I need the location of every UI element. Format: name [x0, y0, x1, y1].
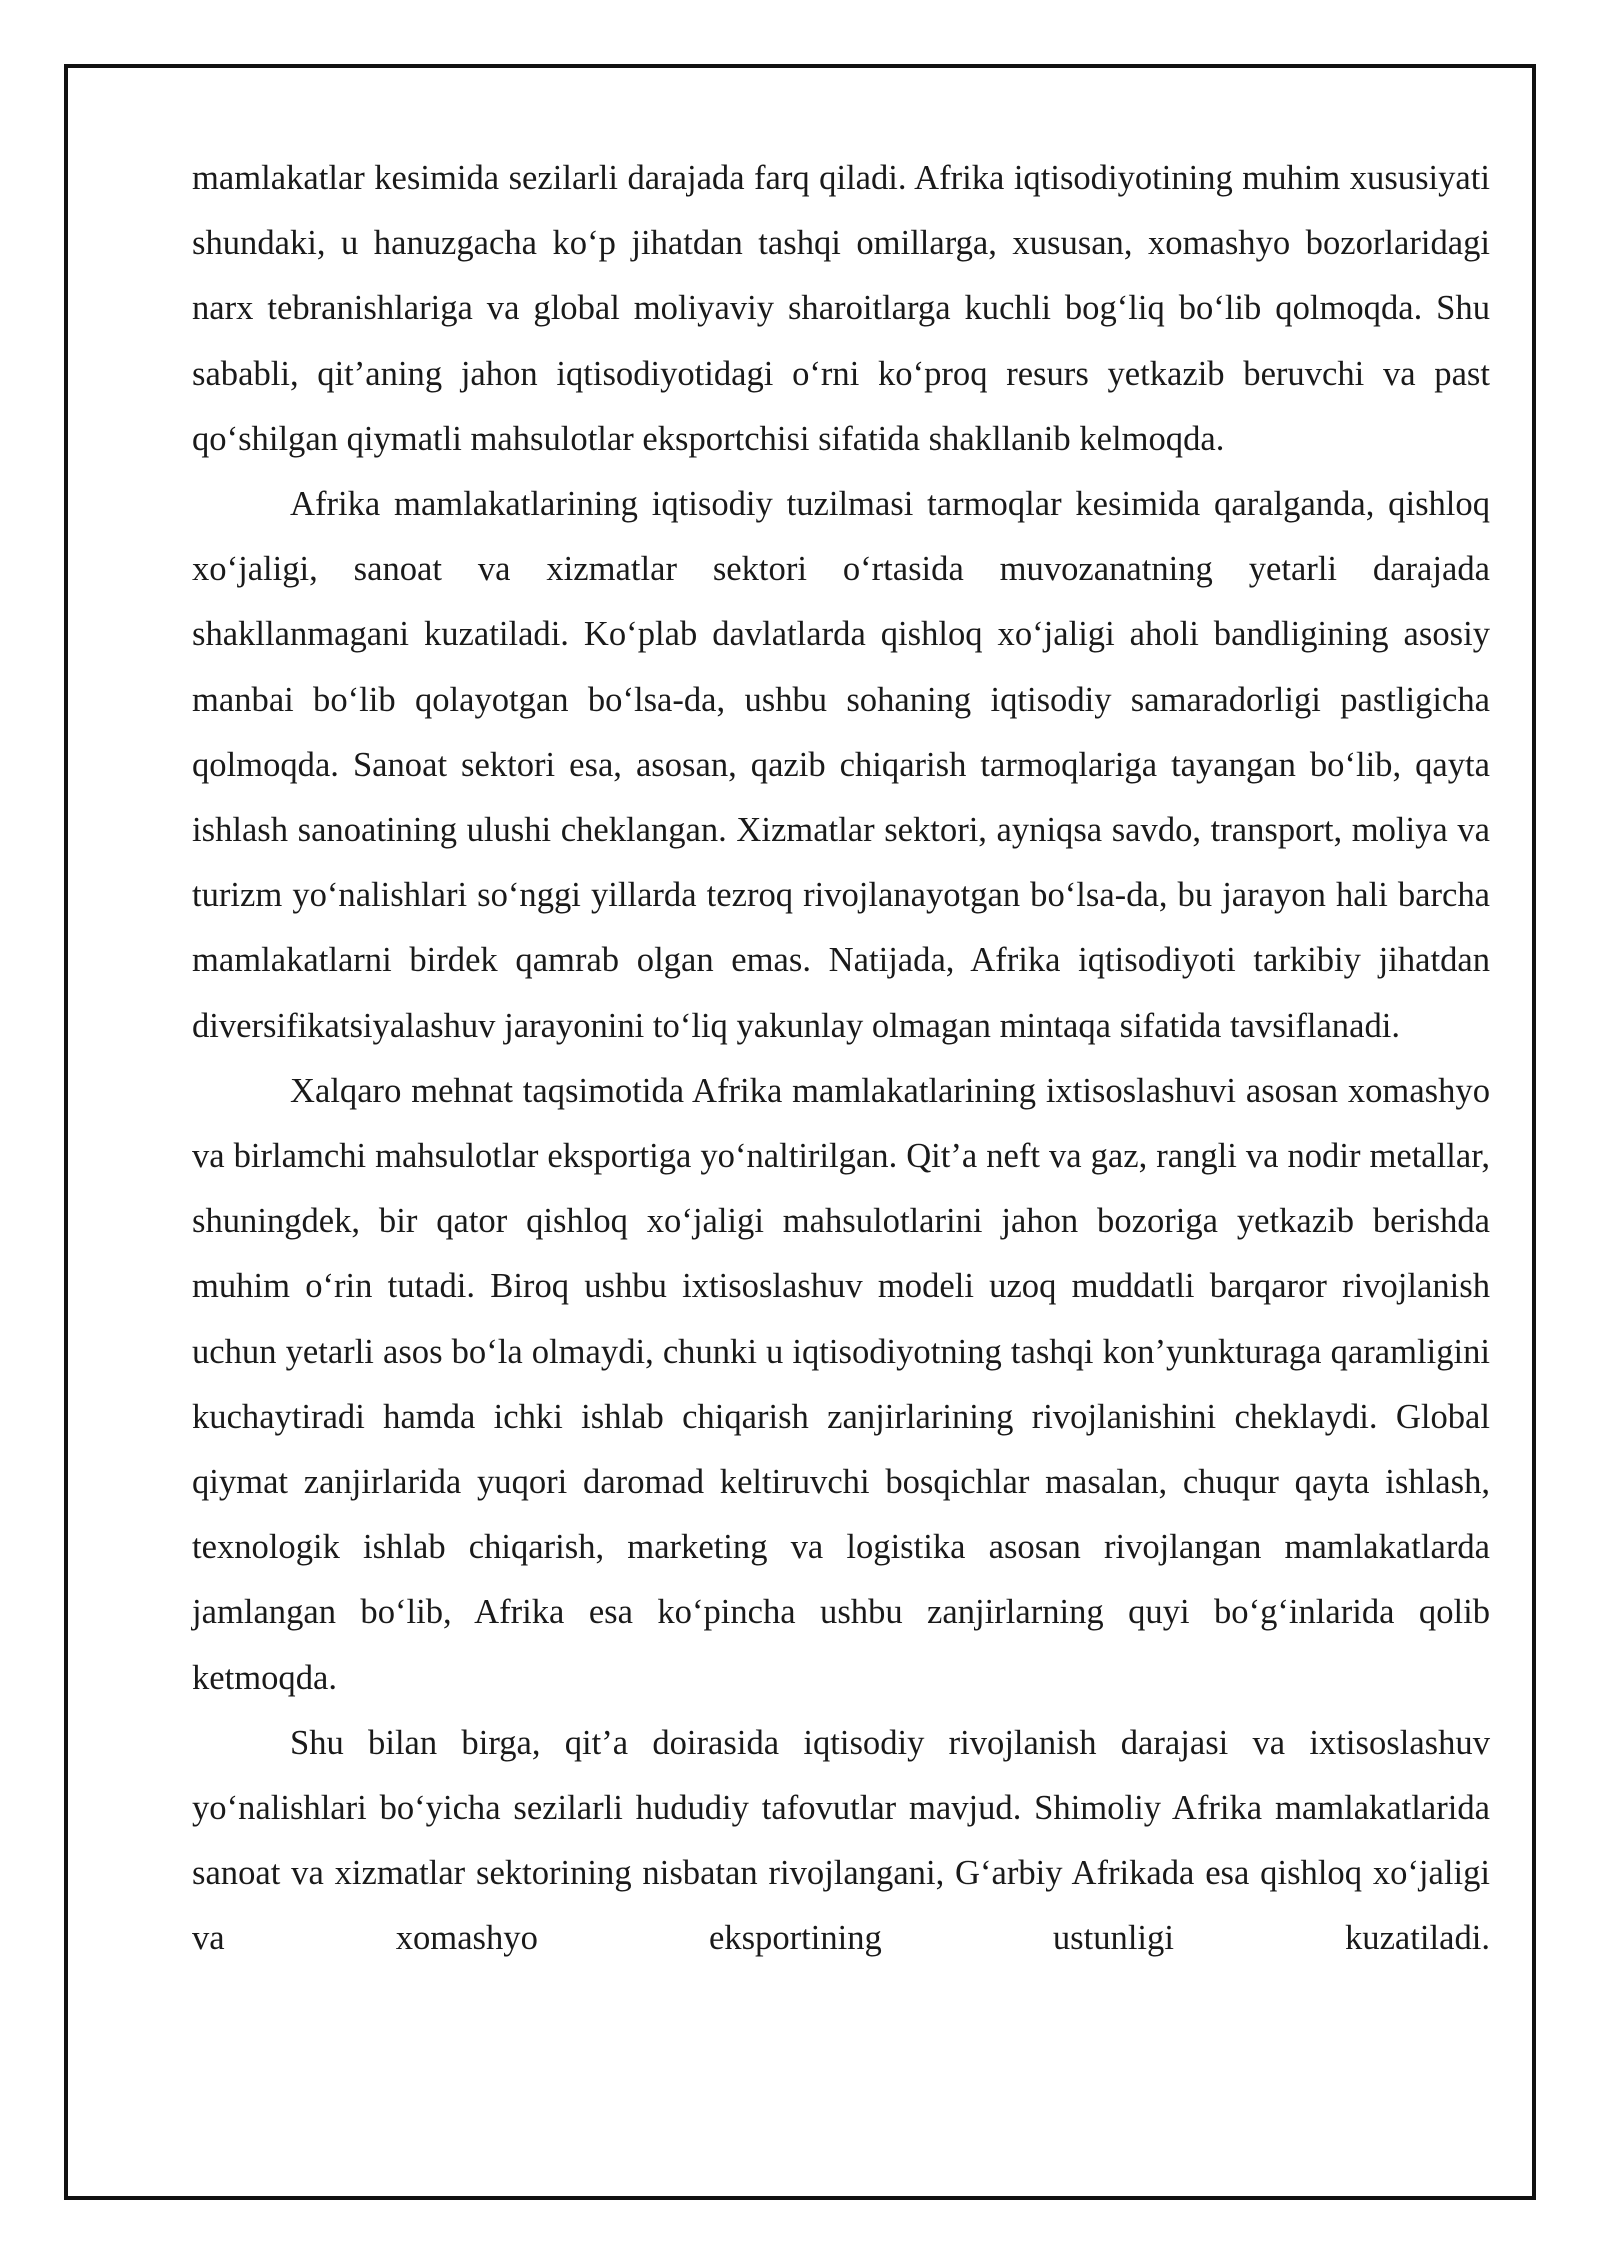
- document-body: [192, 146, 1490, 1972]
- paragraph-3: Xalqaro mehnat taqsimotida Afrika mamlakatlarining ixtisoslashuvi asosan xomashyo va birlamchi mahsulotlar eksportiga yo‘naltirilgan. Qit’a neft va gaz, rangli va nodir metallar, shuningdek, bir qator qishloq xo‘jaligi mahsulotlarini jahon bozoriga yetkazib berishda muhim o‘rin tutadi. Biroq ushbu ixtisoslashuv modeli uzoq muddatli barqaror rivojlanish uchun yetarli asos bo‘la olmaydi, chunki u iqtisodiyotning tashqi kon’yunkturaga qaramligini kuchaytiradi hamda ichki ishlab chiqarish zanjirlarining rivojlanishini cheklaydi. Global qiymat zanjirlarida yuqori daromad keltiruvchi bosqichlar masalan, chuqur qayta ishlash, texnologik ishlab chiqarish, marketing va logistika asosan rivojlangan mamlakatlarda jamlangan bo‘lib, Afrika esa ko‘pincha ushbu zanjirlarning quyi bo‘g‘inlarida qolib ketmoqda.: [192, 1071, 1490, 1697]
- paragraph-4: Shu bilan birga, qit’a doirasida iqtisodiy rivojlanish darajasi va ixtisoslashuv yo‘nalishlari bo‘yicha sezilarli hududiy tafovutlar mavjud. Shimoliy Afrika mamlakatlarida sanoat va xizmatlar sektorining nisbatan rivojlangani, G‘arbiy Afrikada esa qishloq xo‘jaligi va xomashyo eksportining ustunligi kuzatiladi.: [192, 1723, 1490, 1958]
- paragraph-2: Afrika mamlakatlarining iqtisodiy tuzilmasi tarmoqlar kesimida qaralganda, qishloq xo‘jaligi, sanoat va xizmatlar sektori o‘rtasida muvozanatning yetarli darajada shakllanmagani kuzatiladi. Ko‘plab davlatlarda qishloq xo‘jaligi aholi bandligining asosiy manbai bo‘lib qolayotgan bo‘lsa-da, ushbu sohaning iqtisodiy samaradorligi pastligicha qolmoqda. Sanoat sektori esa, asosan, qazib chiqarish tarmoqlariga tayangan bo‘lib, qayta ishlash sanoatining ulushi cheklangan. Xizmatlar sektori, ayniqsa savdo, transport, moliya va turizm yo‘nalishlari so‘nggi yillarda tezroq rivojlanayotgan bo‘lsa-da, bu jarayon hali barcha mamlakatlarni birdek qamrab olgan emas. Natijada, Afrika iqtisodiyoti tarkibiy jihatdan diversifikatsiyalashuv jarayonini to‘liq yakunlay olmagan mintaqa sifatida tavsiflanadi.: [192, 485, 1490, 1045]
- paragraph-1: mamlakatlar kesimida sezilarli darajada farq qiladi. Afrika iqtisodiyotining muhim xususiyati shundaki, u hanuzgacha ko‘p jihatdan tashqi omillarga, xususan, xomashyo bozorlaridagi narx tebranishlariga va global moliyaviy sharoitlarga kuchli bog‘liq bo‘lib qolmoqda. Shu sababli, qit’aning jahon iqtisodiyotidagi o‘rni ko‘proq resurs yetkazib beruvchi va past qo‘shilgan qiymatli mahsulotlar eksportchisi sifatida shakllanib kelmoqda.: [192, 159, 1490, 458]
